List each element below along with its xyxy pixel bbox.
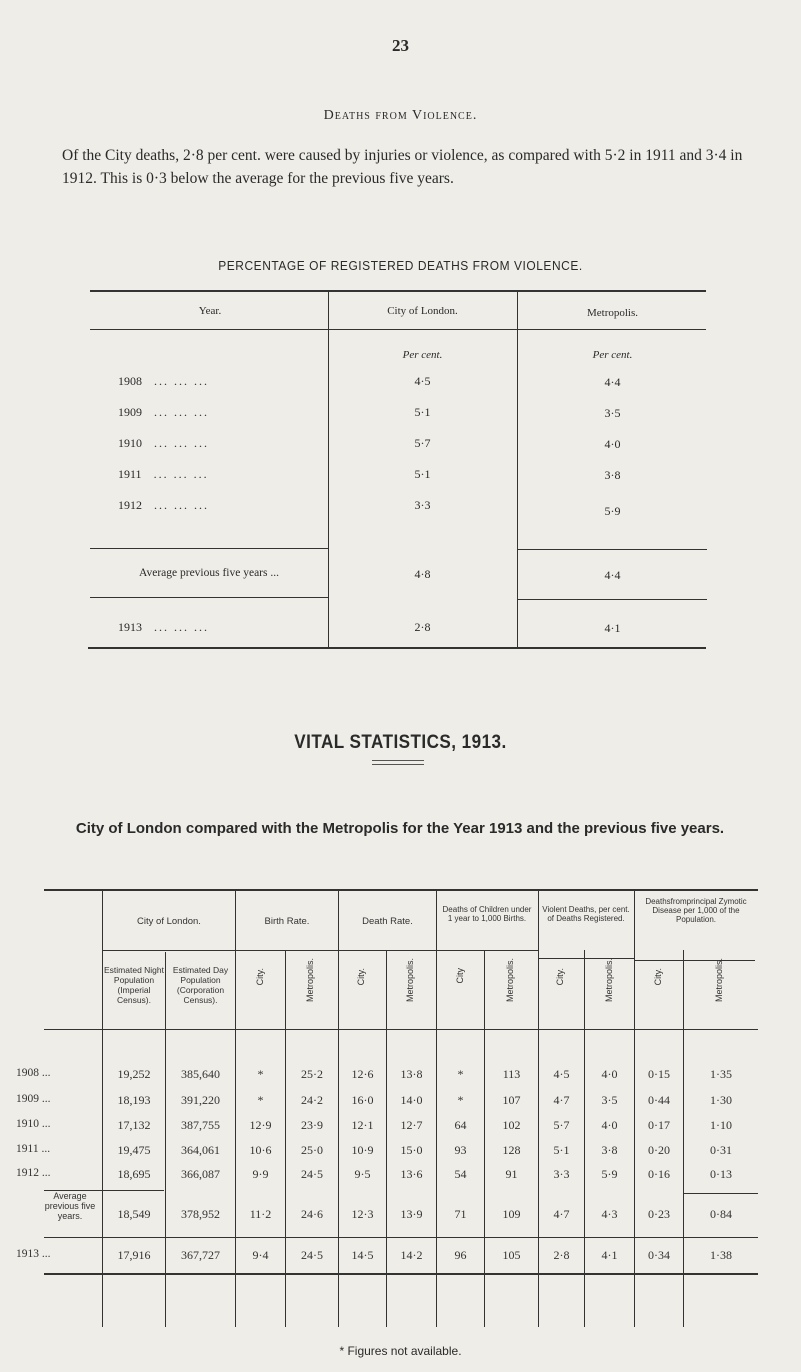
sub-death-metro: Metropolis.	[405, 958, 415, 1003]
table-cell: 24·5	[301, 1248, 323, 1262]
sub-child-city: City	[455, 968, 465, 984]
table-cell: 12·7	[400, 1118, 423, 1132]
sub-violent-city: City.	[555, 968, 565, 986]
row-city: 5·1	[414, 405, 431, 419]
table-cell: 1·38	[710, 1248, 732, 1262]
table-cell: 107	[502, 1093, 521, 1107]
table-cell: 18,695	[117, 1167, 151, 1181]
table-cell: 1·10	[710, 1118, 732, 1132]
table-cell: 366,087	[181, 1167, 220, 1181]
table-cell: 9·9	[252, 1167, 269, 1181]
table-cell: 0·44	[648, 1093, 670, 1107]
header-city: City of London.	[387, 305, 458, 317]
table-cell: 4·0	[601, 1067, 618, 1081]
table-cell: 96	[454, 1248, 467, 1262]
table-cell: 9·4	[252, 1248, 269, 1262]
table-cell: 24·5	[301, 1167, 323, 1181]
table-cell: 4·3	[601, 1207, 618, 1221]
current-metro: 4·1	[604, 621, 621, 635]
group-zymotic: Deathsfromprincipal Zymotic Disease per 1,000 of the Population.	[645, 897, 747, 924]
sub-child-metro: Metropolis.	[505, 958, 515, 1003]
table-cell: 0·84	[710, 1207, 732, 1221]
sub-day-population: Estimated Day Population (Corporation Census).	[172, 965, 229, 1005]
sub-birth-city: City.	[255, 968, 265, 986]
table-cell: 109	[502, 1207, 521, 1221]
sub-death-city: City.	[356, 968, 366, 986]
row-year: 1910 ... ... ...	[118, 436, 209, 450]
table-cell: 24·2	[301, 1093, 323, 1107]
table-cell: *	[257, 1093, 264, 1107]
table-cell: 387,755	[181, 1118, 220, 1132]
table-cell: 71	[454, 1207, 467, 1221]
table-cell: *	[457, 1093, 464, 1107]
row-metro: 5·9	[604, 504, 621, 518]
header-year: Year.	[198, 305, 222, 317]
table-cell: 17,916	[117, 1248, 151, 1262]
row-city: 5·7	[414, 436, 431, 450]
table-cell: 9·5	[354, 1167, 371, 1181]
header-metro: Metropolis.	[586, 307, 639, 319]
table-cell: 3·8	[601, 1143, 618, 1157]
row-city: 4·5	[414, 374, 431, 388]
sub-night-population: Estimated Night Population (Imperial Census).	[104, 965, 164, 1005]
average-label: Average previous five years ...	[139, 567, 279, 579]
average-metro: 4·4	[604, 568, 621, 582]
table-cell: 0·16	[648, 1167, 670, 1181]
table-cell: 93	[454, 1143, 467, 1157]
table-cell: 4·7	[553, 1093, 570, 1107]
table-cell: 13·8	[400, 1067, 423, 1081]
table-cell: 105	[502, 1248, 521, 1262]
row-metro: 3·5	[604, 406, 621, 420]
table-cell: 12·1	[351, 1118, 374, 1132]
row-label: 1909 ...	[16, 1093, 51, 1105]
row-metro: 4·4	[604, 375, 621, 389]
average-city: 4·8	[414, 567, 431, 581]
table-cell: 385,640	[181, 1067, 220, 1081]
table-cell: 10·6	[249, 1143, 272, 1157]
row-label: 1911 ...	[16, 1143, 51, 1155]
table-cell: 23·9	[301, 1118, 323, 1132]
table-cell: 12·9	[249, 1118, 272, 1132]
table-cell: 0·15	[648, 1067, 670, 1081]
row-metro: 3·8	[604, 468, 621, 482]
table-cell: 54	[454, 1167, 467, 1181]
table-cell: 19,475	[117, 1143, 151, 1157]
row-city: 3·3	[414, 498, 431, 512]
table-cell: 4·7	[553, 1207, 570, 1221]
table-cell: 113	[502, 1067, 521, 1081]
table-cell: 5·9	[601, 1167, 618, 1181]
table-cell: 4·0	[601, 1118, 618, 1132]
table-cell: 1·35	[710, 1067, 732, 1081]
current-year: 1913 ... ... ...	[118, 620, 209, 634]
table-cell: 4·1	[601, 1248, 618, 1262]
unit-metro: Per cent.	[592, 349, 633, 361]
group-violent-deaths: Violent Deaths, per cent. of Deaths Registered.	[542, 905, 630, 923]
sub-violent-metro: Metropolis.	[604, 958, 614, 1003]
table-cell: 10·9	[351, 1143, 374, 1157]
row-year: 1908 ... ... ...	[118, 374, 209, 388]
table-cell: 25·2	[301, 1067, 323, 1081]
table-cell: 0·13	[710, 1167, 732, 1181]
table-cell: 3·5	[601, 1093, 618, 1107]
group-child-deaths: Deaths of Children under 1 year to 1,000 Births.	[442, 905, 532, 923]
table-cell: 24·6	[301, 1207, 323, 1221]
row-city: 5·1	[414, 467, 431, 481]
row-label: 1912 ...	[16, 1167, 51, 1179]
table-cell: 12·3	[351, 1207, 374, 1221]
table-cell: 14·2	[400, 1248, 423, 1262]
table-cell: 0·17	[648, 1118, 670, 1132]
table-cell: 128	[502, 1143, 521, 1157]
table-cell: 19,252	[117, 1067, 151, 1081]
table-cell: 12·6	[351, 1067, 374, 1081]
table-cell: 1·30	[710, 1093, 732, 1107]
table-cell: 5·1	[553, 1143, 570, 1157]
vital-statistics-subtitle: City of London compared with the Metropolis for the Year 1913 and the previous five years.	[75, 820, 725, 837]
table-cell: 2·8	[553, 1248, 570, 1262]
intro-paragraph: Of the City deaths, 2·8 per cent. were caused by injuries or violence, as compared with 5·2 in 1911 and 3·4 in 1912. This is 0·3 below the average for the previous five years.	[62, 147, 743, 187]
table-cell: 0·23	[648, 1207, 670, 1221]
table-cell: 102	[502, 1118, 521, 1132]
table-cell: 3·3	[553, 1167, 570, 1181]
table-cell: 0·20	[648, 1143, 670, 1157]
table-cell: 0·31	[710, 1143, 732, 1157]
sub-zymotic-city: City.	[653, 968, 663, 986]
table-cell: *	[457, 1067, 464, 1081]
table-cell: 364,061	[181, 1143, 220, 1157]
table-cell: 18,193	[117, 1093, 151, 1107]
table-cell: 11·2	[249, 1207, 272, 1221]
section-title: Deaths from Violence.	[323, 108, 478, 123]
current-city: 2·8	[414, 620, 431, 634]
table1-title: PERCENTAGE OF REGISTERED DEATHS FROM VIOLENCE.	[218, 258, 583, 273]
table-cell: 14·5	[351, 1248, 374, 1262]
row-year: 1911 ... ... ...	[118, 467, 209, 481]
table-cell: 13·9	[400, 1207, 423, 1221]
table-cell: 25·0	[301, 1143, 323, 1157]
table-cell: 91	[505, 1167, 518, 1181]
vital-statistics-title: VITAL STATISTICS, 1913.	[294, 732, 507, 753]
page-number: 23	[392, 36, 409, 55]
table-cell: 64	[454, 1118, 467, 1132]
unit-city: Per cent.	[402, 349, 443, 361]
table-cell: 16·0	[351, 1093, 374, 1107]
sub-birth-metro: Metropolis.	[305, 958, 315, 1003]
title-rule	[372, 764, 424, 765]
table-cell: 15·0	[400, 1143, 423, 1157]
row-label: Average previous five years.	[44, 1191, 96, 1221]
title-rule	[372, 760, 424, 761]
row-label: 1913 ...	[16, 1248, 51, 1260]
row-label: 1908 ...	[16, 1067, 51, 1079]
table-cell: 367,727	[181, 1248, 220, 1262]
table-cell: 14·0	[400, 1093, 423, 1107]
table-cell: 18,549	[117, 1207, 151, 1221]
group-city-london: City of London.	[137, 916, 201, 927]
table-cell: 17,132	[117, 1118, 151, 1132]
group-death-rate: Death Rate.	[362, 916, 413, 927]
row-metro: 4·0	[604, 437, 621, 451]
table-cell: *	[257, 1067, 264, 1081]
table-cell: 378,952	[181, 1207, 220, 1221]
row-label: 1910 ...	[16, 1118, 51, 1130]
table-cell: 4·5	[553, 1067, 570, 1081]
table-cell: 5·7	[553, 1118, 570, 1132]
row-year: 1912 ... ... ...	[118, 498, 209, 512]
group-birth-rate: Birth Rate.	[264, 916, 310, 927]
sub-zymotic-metro: Metropolis.	[714, 958, 724, 1003]
row-year: 1909 ... ... ...	[118, 405, 209, 419]
table-cell: 391,220	[181, 1093, 220, 1107]
footnote: * Figures not available.	[339, 1344, 462, 1358]
table-cell: 0·34	[648, 1248, 670, 1262]
table-cell: 13·6	[400, 1167, 423, 1181]
